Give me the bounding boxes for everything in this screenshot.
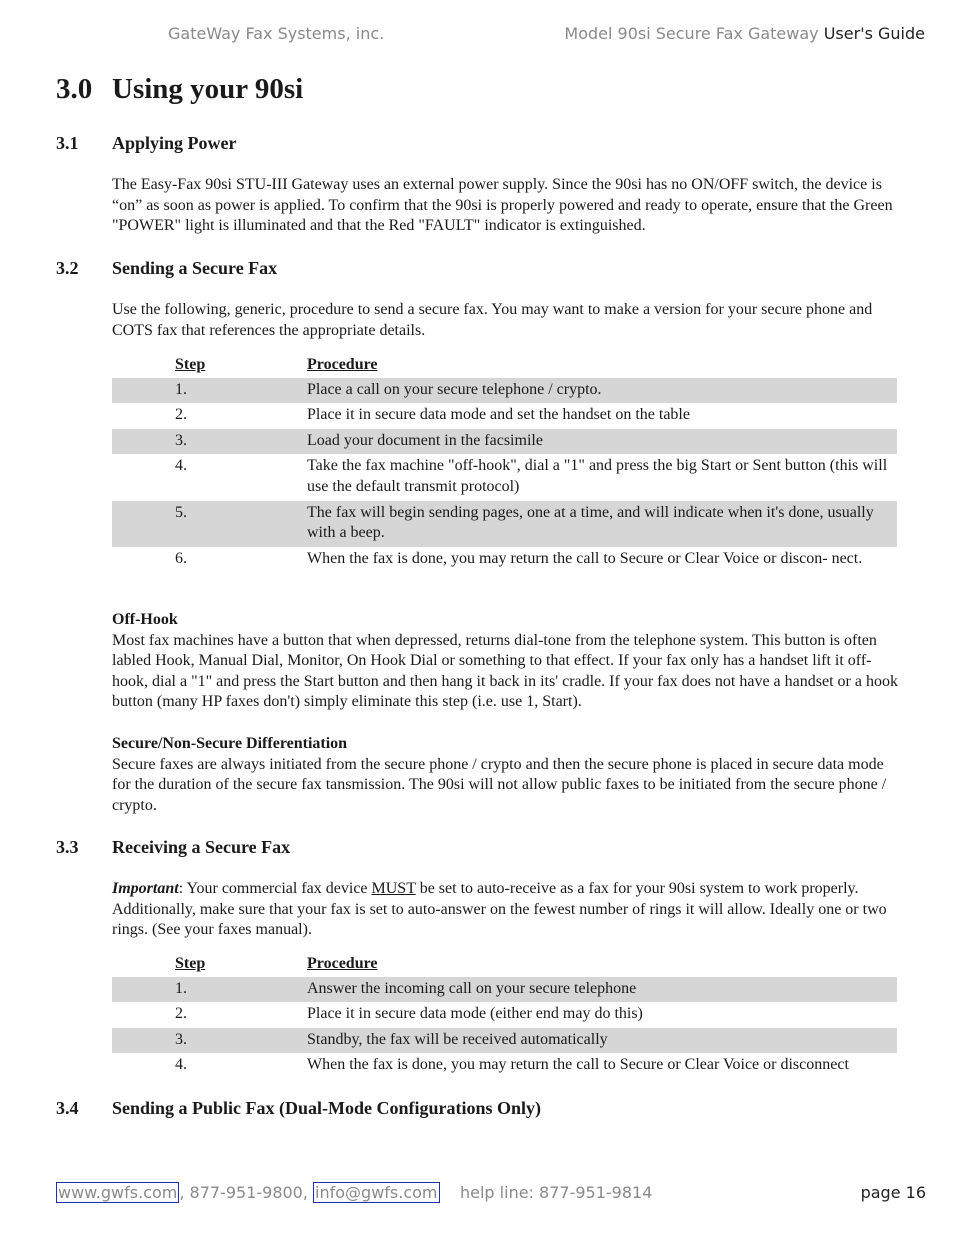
section-3-4-heading: [56, 1098, 541, 1119]
table-row: [112, 378, 897, 404]
section-3-2-number: 3.2: [56, 258, 79, 278]
step-number: 5.: [112, 501, 307, 547]
page-number: page 16: [860, 1183, 926, 1202]
step-number: 4.: [175, 1056, 187, 1074]
table-row: [112, 547, 897, 573]
important-label: Important: [112, 880, 179, 897]
differentiation-title: Secure/Non-Secure Differentiation: [112, 735, 348, 752]
step-procedure: Standby, the fax will be received automatically: [307, 1028, 897, 1054]
col-step-header: Step: [175, 356, 206, 373]
section-3-3-title: Receiving a Secure Fax: [112, 837, 291, 857]
section-3-4-number: 3.4: [56, 1098, 79, 1118]
table-row: [112, 1028, 897, 1054]
step-number: 1.: [112, 378, 307, 404]
footer-phone: , 877-951-9800,: [179, 1183, 314, 1202]
step-number: 6.: [175, 549, 187, 567]
table-row: [112, 501, 897, 547]
col-procedure-header: Procedure: [307, 955, 378, 972]
off-hook-body: Most fax machines have a button that when depressed, returns dial-tone from the telephone system. This button is often labled Hook, Manual Dial, Monitor, On Hook Dial or something to that effect. If your fax only has a handset lift it off-hook, dial a "1" and press the Start button and then hang it back in its' cradle. If your fax does not have a handset or a hook button (many HP faxes don't) simply eliminate this step (i.e. use 1, Start).: [112, 631, 898, 711]
email-link[interactable]: info@gwfs.com: [315, 1183, 438, 1202]
website-link[interactable]: www.gwfs.com: [58, 1183, 178, 1202]
header-title: [564, 24, 925, 43]
step-procedure: Take the fax machine "off-hook", dial a "1" and press the big Start or Sent button (this will use the default transmit protocol): [307, 457, 888, 495]
step-procedure: When the fax is done, you may return the call to Secure or Clear Voice or disconnect: [307, 1056, 849, 1074]
table-row: [112, 454, 897, 500]
table-header-row: [112, 353, 897, 378]
step-procedure: The fax will begin sending pages, one at a time, and will indicate when it's done, usually with a beep.: [307, 501, 897, 547]
step-procedure: Answer the incoming call on your secure telephone: [307, 977, 897, 1003]
table-row: [112, 1002, 897, 1028]
section-3-1-title: Applying Power: [112, 133, 237, 153]
important-must: MUST: [371, 880, 416, 897]
header-guide: User's Guide: [823, 24, 925, 43]
step-number: 2.: [175, 406, 187, 424]
step-procedure: Place it in secure data mode (either end may do this): [307, 1005, 643, 1023]
section-3-3-heading: [56, 837, 290, 858]
step-procedure: Place a call on your secure telephone / crypto.: [307, 378, 897, 404]
section-3-2-title: Sending a Secure Fax: [112, 258, 278, 278]
off-hook-title: Off-Hook: [112, 611, 178, 628]
col-procedure-header: Procedure: [307, 356, 378, 373]
important-text-post: be set to auto-receive as a fax for your 90si system to work properly. Additionally, make sure that your fax is set to auto-answer on the fewest number of rings it will allow. Ideally one or two rings. (See your faxes manual).: [112, 880, 887, 939]
table-header-row: [112, 952, 897, 977]
section-3-1-body: The Easy-Fax 90si STU-III Gateway uses an external power supply. Since the 90si has no ON/OFF switch, the device is “on” as soon as power is applied. To confirm that the 90si is properly powered and ready to operate, ensure that the Green "POWER" light is illuminated and that the Red "FAULT" indicator is extinguished.: [112, 176, 893, 235]
chapter-number: 3.0: [56, 73, 93, 105]
header-company: GateWay Fax Systems, inc.: [168, 24, 385, 43]
section-3-2-heading: [56, 258, 277, 279]
step-number: 1.: [112, 977, 307, 1003]
step-number: 4.: [175, 457, 187, 475]
receive-procedure-table: [112, 952, 897, 1079]
section-3-2-intro: Use the following, generic, procedure to send a secure fax. You may want to make a version for your secure phone and COTS fax that references the appropriate details.: [112, 301, 873, 339]
section-3-4-title: Sending a Public Fax (Dual-Mode Configurations Only): [112, 1098, 542, 1118]
important-text-pre: : Your commercial fax device: [178, 880, 372, 897]
chapter-title: Using your 90si: [112, 73, 304, 105]
table-row: [112, 1053, 897, 1079]
differentiation-block: [112, 734, 902, 816]
important-note: [112, 879, 902, 941]
help-line: help line: 877-951-9814: [460, 1183, 653, 1202]
off-hook-block: [112, 610, 902, 713]
section-3-3-number: 3.3: [56, 837, 79, 857]
send-procedure-table: [112, 353, 897, 572]
step-number: 3.: [112, 1028, 307, 1054]
chapter-heading: [56, 73, 303, 106]
step-procedure: When the fax is done, you may return the call to Secure or Clear Voice or discon- nect.: [307, 549, 863, 567]
table-row: [112, 429, 897, 455]
header-model: Model 90si Secure Fax Gateway: [564, 24, 819, 43]
step-number: 3.: [112, 429, 307, 455]
col-step-header: Step: [175, 955, 206, 972]
step-procedure: Place it in secure data mode and set the handset on the table: [307, 406, 690, 424]
section-3-1-heading: [56, 133, 237, 154]
table-row: [112, 403, 897, 429]
table-row: [112, 977, 897, 1003]
footer: [56, 1183, 926, 1202]
section-3-1-number: 3.1: [56, 133, 79, 153]
step-procedure: Load your document in the facsimile: [307, 429, 897, 455]
step-number: 2.: [175, 1005, 187, 1023]
differentiation-body: Secure faxes are always initiated from the secure phone / crypto and then the secure phone is placed in secure data mode for the duration of the secure fax tansmission. The 90si will not allow public faxes to be initiated from the secure phone / crypto.: [112, 755, 887, 814]
